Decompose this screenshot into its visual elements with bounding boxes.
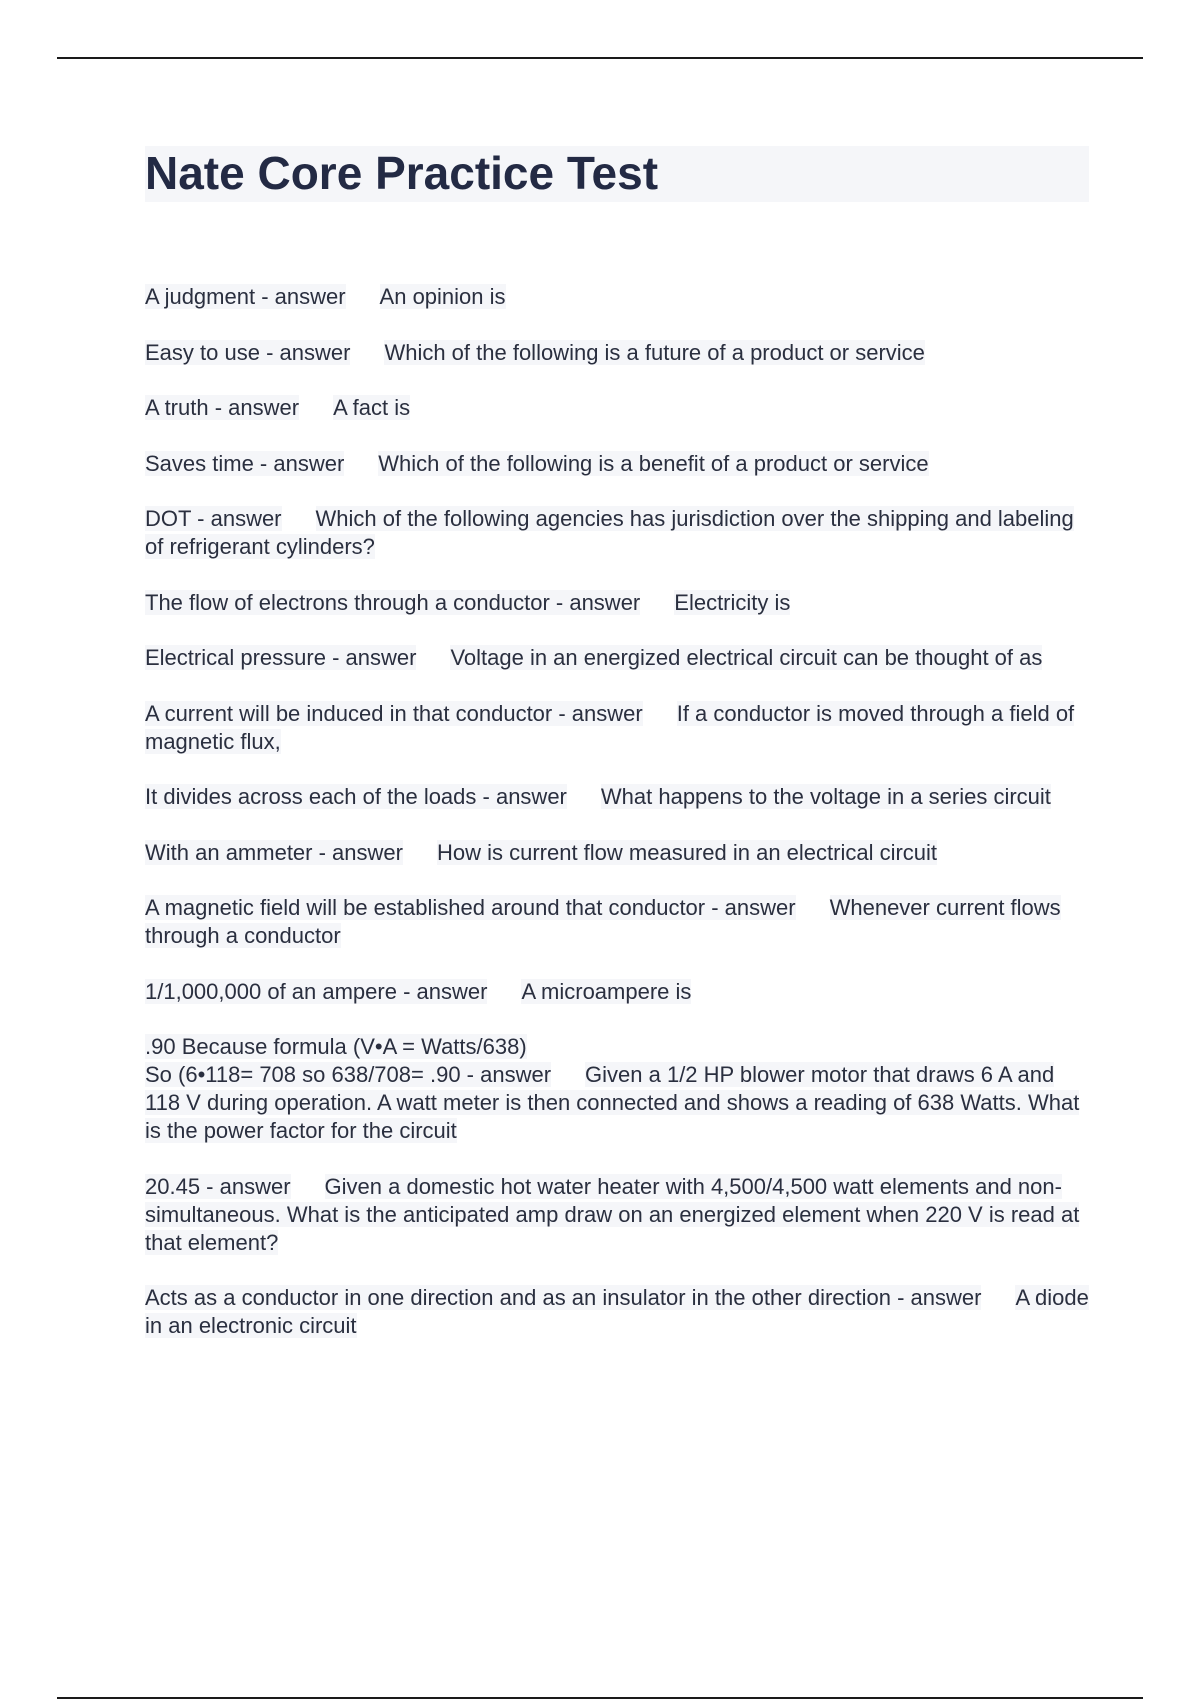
qa-question: A microampere is xyxy=(521,978,692,1004)
qa-item xyxy=(145,644,1090,672)
qa-item xyxy=(145,1033,1090,1145)
qa-item xyxy=(145,450,1090,478)
qa-item xyxy=(145,1284,1090,1340)
qa-question: Which of the following is a future of a product or service xyxy=(384,339,925,365)
qa-question: A diode in an electronic circuit xyxy=(145,1285,1089,1338)
qa-answer: It divides across each of the loads - answer xyxy=(145,784,567,809)
qa-answer: 1/1,000,000 of an ampere - answer xyxy=(145,978,488,1004)
qa-answer: .90 Because formula (V•A = Watts/638) So (6•118= 708 so 638/708= .90 - answer xyxy=(145,1034,552,1087)
qa-item xyxy=(145,505,1090,561)
qa-question: Voltage in an energized electrical circuit can be thought of as xyxy=(450,645,1043,670)
qa-question: Which of the following is a benefit of a product or service xyxy=(378,450,929,476)
qa-list xyxy=(145,283,1090,1368)
qa-question: Which of the following agencies has jurisdiction over the shipping and labeling of refrigerant cylinders? xyxy=(145,506,1074,559)
qa-answer: Saves time - answer xyxy=(145,450,345,476)
qa-item xyxy=(145,978,1090,1006)
qa-question: A fact is xyxy=(333,395,411,420)
qa-question: Given a 1/2 HP blower motor that draws 6 A and 118 V during operation. A watt meter is then connected and shows a reading of 638 Watts. What is the power factor for the circuit xyxy=(145,1062,1080,1143)
qa-item xyxy=(145,700,1090,756)
qa-answer: Acts as a conductor in one direction and as an insulator in the other direction - answer xyxy=(145,1285,982,1310)
footer-rule xyxy=(57,1697,1143,1699)
qa-item xyxy=(145,339,1090,367)
qa-answer: A truth - answer xyxy=(145,395,300,420)
qa-answer: DOT - answer xyxy=(145,506,282,531)
qa-item xyxy=(145,394,1090,422)
qa-question: How is current flow measured in an electrical circuit xyxy=(436,839,938,865)
qa-question: Given a domestic hot water heater with 4,500/4,500 watt elements and non-simultaneous. What is the anticipated amp draw on an energized element when 220 V is read at that element? xyxy=(145,1173,1080,1255)
qa-answer: 20.45 - answer xyxy=(145,1173,291,1199)
qa-item xyxy=(145,894,1090,950)
qa-item xyxy=(145,283,1090,311)
qa-answer: Electrical pressure - answer xyxy=(145,645,417,670)
qa-answer: Easy to use - answer xyxy=(145,339,351,365)
qa-question: Whenever current flows through a conductor xyxy=(145,895,1061,948)
header-rule xyxy=(57,57,1143,59)
qa-item xyxy=(145,839,1090,867)
qa-item xyxy=(145,783,1090,811)
qa-answer: A current will be induced in that conductor - answer xyxy=(145,700,643,726)
qa-item xyxy=(145,1173,1090,1257)
qa-answer: A judgment - answer xyxy=(145,284,346,309)
qa-question: What happens to the voltage in a series circuit xyxy=(600,784,1051,809)
qa-answer: With an ammeter - answer xyxy=(145,839,403,865)
qa-question: If a conductor is moved through a field of magnetic flux, xyxy=(145,700,1075,754)
qa-answer: A magnetic field will be established around that conductor - answer xyxy=(145,895,796,920)
qa-question: Electricity is xyxy=(674,589,791,615)
qa-item xyxy=(145,589,1090,617)
page-title: Nate Core Practice Test xyxy=(145,147,659,199)
qa-question: An opinion is xyxy=(379,284,506,309)
qa-answer: The flow of electrons through a conductor - answer xyxy=(145,589,641,615)
